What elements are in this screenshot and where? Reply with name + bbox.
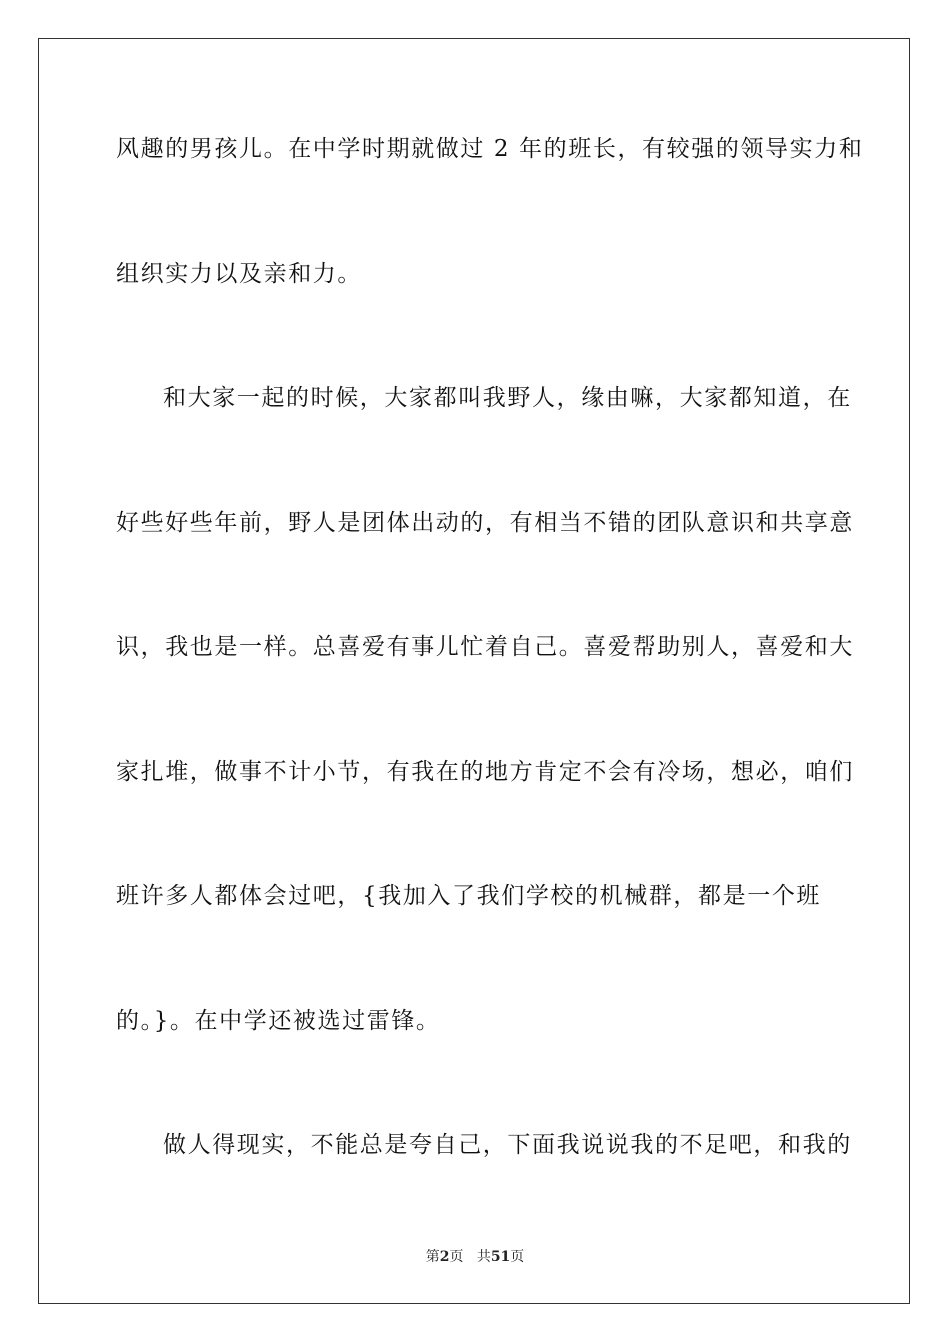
paragraph-line: 班许多人都体会过吧，{我加入了我们学校的机械群，都是一个班 xyxy=(116,883,822,909)
page-footer xyxy=(0,1248,950,1266)
page-label-suffix: 页 xyxy=(449,1249,464,1265)
paragraph-line: 做人得现实，不能总是夸自己，下面我说说我的不足吧，和我的 xyxy=(163,1132,852,1158)
paragraph-line: 组织实力以及亲和力。 xyxy=(116,261,362,287)
paragraph-line: 和大家一起的时候，大家都叫我野人，缘由嘛，大家都知道，在 xyxy=(163,385,852,411)
total-label-prefix: 共 xyxy=(476,1249,491,1265)
page-label-prefix: 第 xyxy=(425,1249,440,1265)
paragraph-line: 的。}。在中学还被选过雷锋。 xyxy=(116,1008,441,1034)
page-border xyxy=(38,38,910,1304)
paragraph-line: 风趣的男孩儿。在中学时期就做过 2 年的班长，有较强的领导实力和 xyxy=(116,136,864,162)
total-label-suffix: 页 xyxy=(510,1249,525,1265)
page-number: 2 xyxy=(439,1249,450,1265)
total-pages: 51 xyxy=(490,1249,511,1265)
paragraph-line: 家扎堆，做事不计小节，有我在的地方肯定不会有冷场，想必，咱们 xyxy=(116,759,854,785)
paragraph-line: 识，我也是一样。总喜爱有事儿忙着自己。喜爱帮助别人，喜爱和大 xyxy=(116,634,854,660)
paragraph-line: 好些好些年前，野人是团体出动的，有相当不错的团队意识和共享意 xyxy=(116,510,854,536)
